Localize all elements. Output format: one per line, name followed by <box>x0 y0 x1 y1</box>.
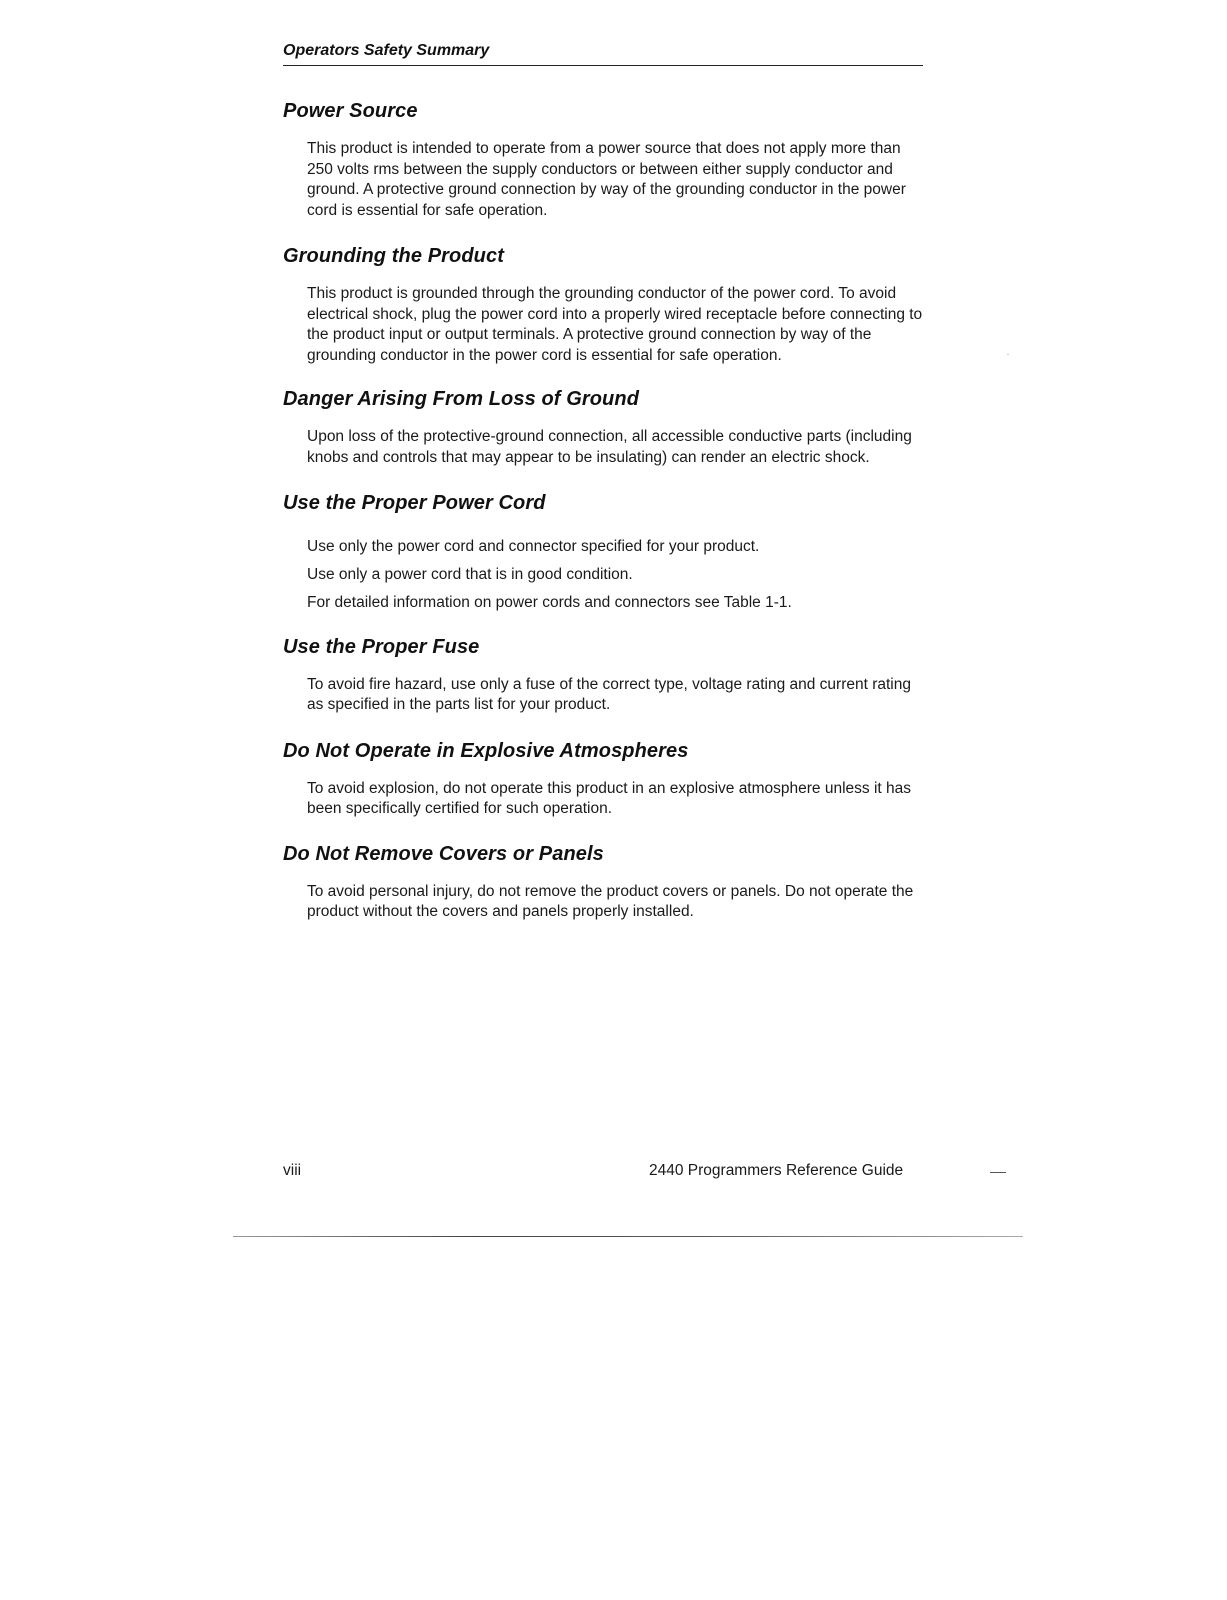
footer-document-title: 2440 Programmers Reference Guide <box>649 1162 904 1179</box>
section-grounding-the-product <box>283 245 923 366</box>
section-body <box>307 537 923 614</box>
section-body <box>307 675 923 716</box>
paragraph: For detailed information on power cords and connectors see Table 1-1. <box>307 594 792 611</box>
page-content <box>283 100 923 923</box>
paragraph: This product is intended to operate from a power source that does not apply more than 250 volts rms between the supply conductors or between either supply conductor and ground. A protective ground connection by way of the grounding conductor in the power cord is essential for safe operation. <box>307 140 906 219</box>
section-heading: Use the Proper Power Cord <box>283 492 546 514</box>
section-body <box>307 427 923 468</box>
paragraph: To avoid explosion, do not operate this product in an explosive atmosphere unless it has been specifically certified for such operation. <box>307 779 912 817</box>
section-power-source <box>283 100 923 221</box>
section-heading: Use the Proper Fuse <box>283 635 480 658</box>
page-number: viii <box>283 1162 302 1179</box>
section-heading: Danger Arising From Loss of Ground <box>283 388 640 410</box>
section-remove-covers-panels <box>283 843 923 923</box>
paragraph: Use only a power cord that is in good condition. <box>307 566 633 583</box>
section-body <box>307 779 923 820</box>
paragraph: Use only the power cord and connector specified for your product. <box>307 538 760 555</box>
section-heading: Grounding the Product <box>283 245 504 267</box>
section-body <box>307 882 923 923</box>
scan-speck <box>1007 354 1009 355</box>
page-bottom-rule <box>233 1236 1023 1237</box>
section-heading: Power Source <box>283 100 418 122</box>
paragraph: To avoid fire hazard, use only a fuse of the correct type, voltage rating and current rating as specified in the parts list for your product. <box>307 675 911 713</box>
section-body <box>307 139 923 221</box>
paragraph: To avoid personal injury, do not remove the product covers or panels. Do not operate the product without the covers and panels properly installed. <box>307 882 914 920</box>
running-header-title: Operators Safety Summary <box>283 42 490 59</box>
section-proper-power-cord <box>283 492 923 614</box>
section-heading: Do Not Remove Covers or Panels <box>283 842 604 865</box>
section-proper-fuse <box>283 636 923 716</box>
section-danger-loss-of-ground <box>283 388 923 468</box>
section-explosive-atmospheres <box>283 740 923 820</box>
paragraph: This product is grounded through the grounding conductor of the power cord. To avoid electrical shock, plug the power cord into a properly wired receptacle before connecting to the product input or output terminals. A protective ground connection by way of the grounding conductor in the power cord is essential for safe operation. <box>307 285 923 364</box>
scan-edge-mark <box>990 1172 1006 1173</box>
running-header <box>283 42 923 66</box>
section-body <box>307 284 923 366</box>
paragraph: Upon loss of the protective-ground connection, all accessible conductive parts (including knobs and controls that may appear to be insulating) can render an electric shock. <box>307 428 912 466</box>
section-heading: Do Not Operate in Explosive Atmospheres <box>283 739 689 762</box>
